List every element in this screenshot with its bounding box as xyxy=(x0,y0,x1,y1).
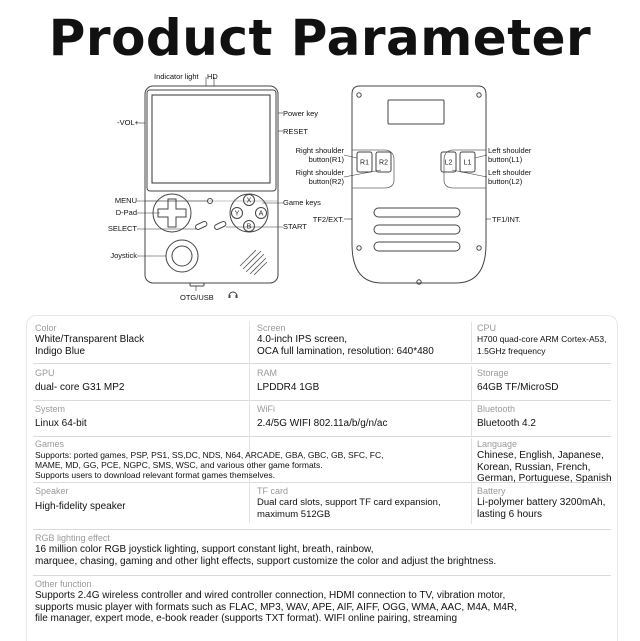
r1-button-label: R1 xyxy=(360,159,369,167)
spec-system: System Linux 64-bit xyxy=(35,404,87,429)
a-button-label: A xyxy=(258,210,264,218)
b-button-label: B xyxy=(246,223,252,231)
spec-table xyxy=(26,315,618,641)
spec-storage: Storage 64GB TF/MicroSD xyxy=(477,368,559,393)
dpad-label: D-Pad xyxy=(115,208,137,217)
joystick-label: Joystick xyxy=(110,251,137,260)
spec-color: Color White/Transparent Black Indigo Blue xyxy=(35,323,145,357)
spec-games: Games Supports: ported games, PSP, PS1, SS,DC, NDS, N64, ARCADE, GBA, GBC, GB, SFC, FC, MAME, MD, GG, PCE, NGPC, SMS, WSC, and various other game formats. Supports users to download relevant format games themselves. xyxy=(35,439,384,480)
y-button-label: Y xyxy=(234,210,240,218)
select-label: SELECT xyxy=(107,224,137,233)
start-label: START xyxy=(283,222,307,231)
vol-label: -VOL+ xyxy=(117,118,139,127)
tf1-label: TF1/INT. xyxy=(492,215,521,224)
usb-port xyxy=(190,283,204,286)
spec-gpu: GPU dual- core G31 MP2 xyxy=(35,368,125,393)
x-button-label: X xyxy=(246,197,252,205)
hd-label: HD xyxy=(207,72,218,81)
menu-label: MENU xyxy=(114,196,137,205)
game-keys-label: Game keys xyxy=(283,198,321,207)
indicator-light-label: Indicator light xyxy=(154,72,199,81)
reset-label: RESET xyxy=(283,127,309,136)
spec-battery: Battery Li-polymer battery 3200mAh, lasting 6 hours xyxy=(477,486,606,520)
spec-tf-card: TF card Dual card slots, support TF card expansion, maximum 512GB xyxy=(257,486,441,520)
spec-cpu: CPU H700 quad-core ARM Cortex-A53, 1.5GHz frequency xyxy=(477,323,607,356)
spec-other: Other function Supports 2.4G wireless controller and wired controller connection, HDMI connection to TV, vibration motor, supports music player with formats such as FLAC, MP3, WAV, APE, AIF, AIFF, OGG, WMA, AAC, M4A, M4R, file manager, expert mode, e-book reader (supports TXT format). WIFI online pairing, streaming xyxy=(35,579,517,624)
spec-speaker: Speaker High-fidelity speaker xyxy=(35,486,126,512)
tf2-label: TF2/EXT. xyxy=(312,215,344,224)
l2-button-label: L2 xyxy=(444,159,453,167)
l2-label: Left shoulder button(L2) xyxy=(488,168,532,186)
otg-usb-label: OTG/USB xyxy=(180,293,214,302)
power-key-label: Power key xyxy=(283,109,319,118)
spec-bluetooth: Bluetooth Bluetooth 4.2 xyxy=(477,404,536,429)
device-screen xyxy=(152,95,270,183)
r2-label: Right shoulder button(R2) xyxy=(295,168,344,186)
spec-rgb: RGB lighting effect 16 million color RGB joystick lighting, support constant light, breath, rainbow, marquee, chasing, gaming and other light effects, support customize the color and adjust the brightness. xyxy=(35,533,497,567)
spec-screen: Screen 4.0-inch IPS screen, OCA full lamination, resolution: 640*480 xyxy=(257,323,434,357)
l1-label: Left shoulder button(L1) xyxy=(488,146,532,164)
l1-button-label: L1 xyxy=(463,159,472,167)
page-title: Product Parameter xyxy=(48,9,592,67)
r1-label: Right shoulder button(R1) xyxy=(295,146,344,164)
back-device-body xyxy=(352,86,486,283)
r2-button-label: R2 xyxy=(379,159,388,167)
spec-ram: RAM LPDDR4 1GB xyxy=(257,368,320,393)
device-diagram xyxy=(0,70,640,310)
spec-wifi: WiFi 2.4/5G WIFI 802.11a/b/g/n/ac xyxy=(257,404,388,429)
spec-language: Language Chinese, English, Japanese, Korean, Russian, French, German, Portuguese, Spanish xyxy=(477,439,612,484)
